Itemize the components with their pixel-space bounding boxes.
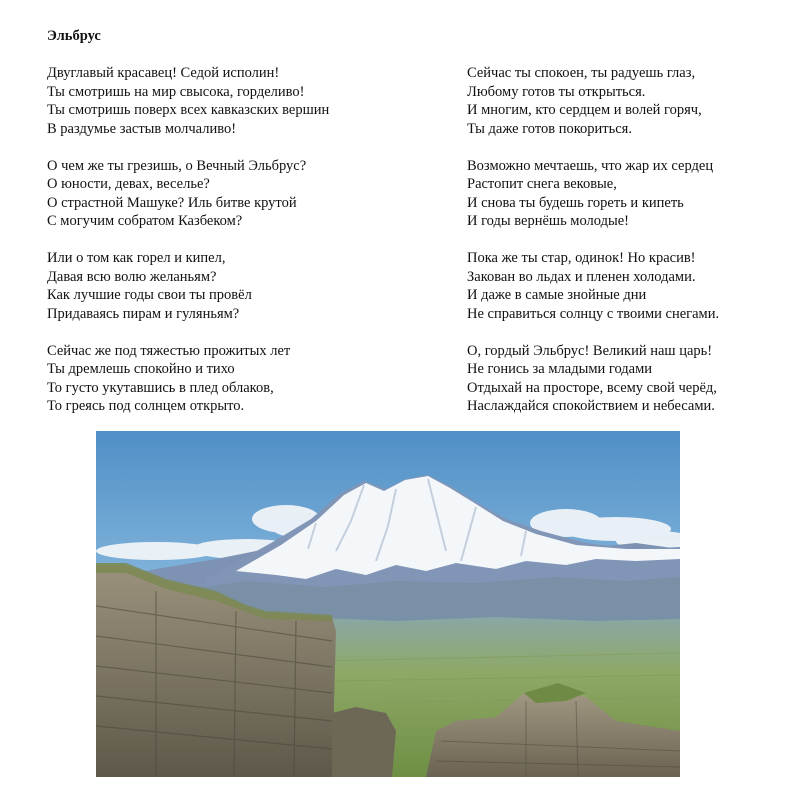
poem-line: О страстной Машуке? Иль битве крутой (47, 194, 297, 211)
poem-line: И годы вернёшь молодые! (467, 213, 629, 229)
poem-left-column (47, 64, 387, 434)
middle-rock (332, 707, 396, 777)
poem-line: Двуглавый красавец! Седой исполин! (47, 65, 280, 81)
poem-line: С могучим собратом Казбеком? (47, 213, 243, 229)
stanza-3 (47, 249, 387, 323)
stanza-4 (47, 342, 387, 416)
poem-line: Как лучшие годы свои ты провёл (47, 287, 252, 303)
poem-line: Сейчас ты спокоен, ты радуешь глаз, (467, 65, 696, 81)
stanza-7 (467, 249, 796, 323)
stanza-5 (467, 64, 796, 138)
poem-line: То густо укутавшись в плед облаков, (47, 379, 274, 396)
poem-line: И даже в самые знойные дни (467, 287, 647, 303)
poem-line: Растопит снега вековые, (467, 176, 617, 192)
poem-line: Придаваясь пирам и гуляньям? (47, 305, 240, 322)
poem-line: О чем же ты грезишь, о Вечный Эльбрус? (47, 157, 307, 174)
poem-line: И снова ты будешь гореть и кипеть (467, 194, 684, 211)
stanza-2 (47, 157, 387, 231)
poem-line: И многим, кто сердцем и волей горяч, (467, 102, 702, 118)
poem-line: Или о том как горел и кипел, (47, 250, 226, 266)
poem-line: В раздумье застыв молчаливо! (47, 120, 237, 137)
elbrus-landscape-illustration (96, 431, 680, 777)
stanza-8 (467, 342, 796, 416)
poem-line: Ты смотришь на мир свысока, горделиво! (47, 83, 305, 100)
poem-title: Эльбрус (47, 28, 101, 44)
poem-line: Закован во льдах и пленен холодами. (467, 268, 696, 285)
poem-line: Отдыхай на просторе, всему свой черёд, (467, 379, 717, 396)
poem-right-column (467, 64, 796, 434)
stanza-1 (47, 64, 387, 138)
poem-line: Наслаждайся спокойствием и небесами. (467, 398, 715, 414)
poem-line: Не справиться солнцу с твоими снегами. (467, 305, 720, 322)
poem-line: Давая всю волю желаньям? (47, 268, 217, 285)
poem-line: Ты даже готов покориться. (467, 120, 632, 137)
poem-line: О, гордый Эльбрус! Великий наш царь! (467, 342, 713, 359)
elbrus-photo (96, 431, 680, 777)
poem-line: Возможно мечтаешь, что жар их сердец (467, 157, 714, 174)
poem-line: Сейчас же под тяжестью прожитых лет (47, 342, 291, 359)
stanza-6 (467, 157, 796, 231)
poem-line: Ты дремлешь спокойно и тихо (47, 361, 235, 377)
poem-line: То греясь под солнцем открыто. (47, 398, 245, 414)
poem-line: Любому готов ты открыться. (467, 83, 646, 100)
poem-line: Не гонись за младыми годами (467, 361, 653, 377)
poem-line: О юности, девах, веселье? (47, 176, 210, 192)
poem-line: Ты смотришь поверх всех кавказских вершин (47, 102, 330, 118)
poem-line: Пока же ты стар, одинок! Но красив! (467, 250, 696, 266)
